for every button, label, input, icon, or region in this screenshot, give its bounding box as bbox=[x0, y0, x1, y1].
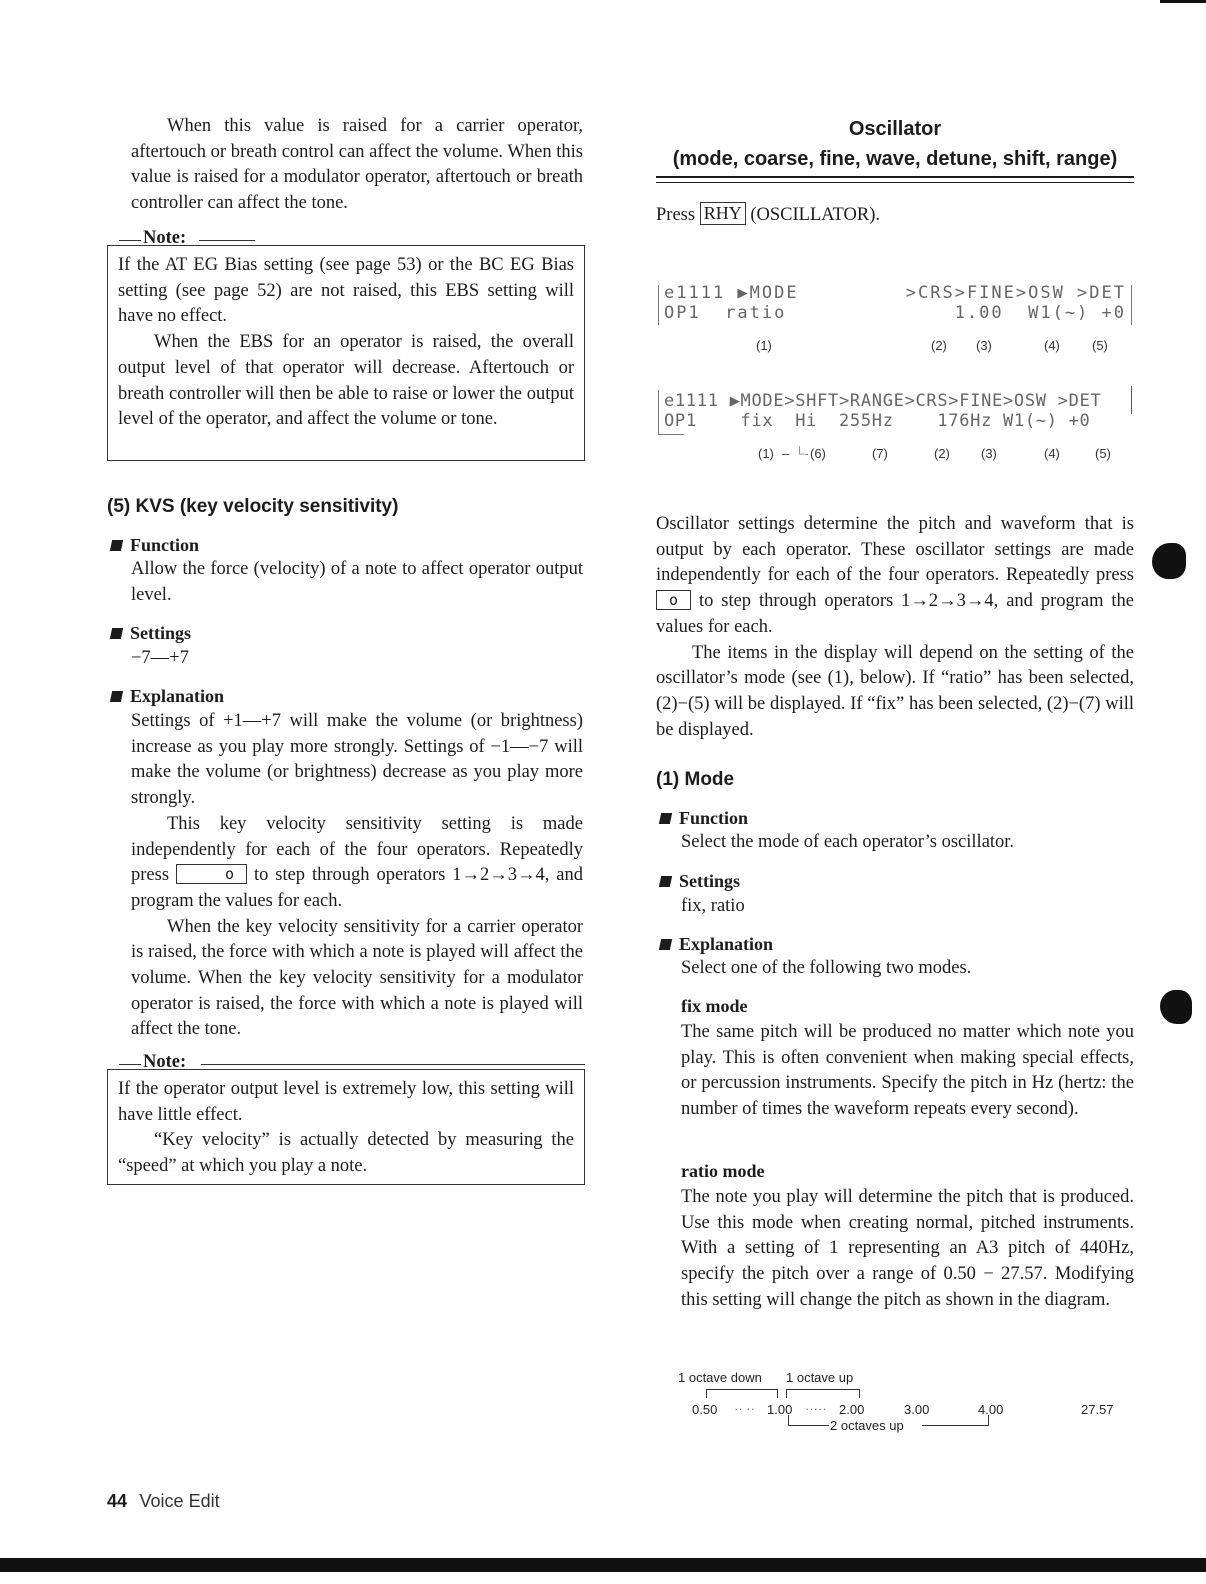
explanation-label: Explanation bbox=[111, 684, 224, 708]
explanation-text: When the key velocity sensitivity for a carrier operator is raised, the force with which a note is played will affect the volume. When the key velocity sensitivity for a modulator operator is raised, the force with which a note is played will affect the tone. bbox=[131, 916, 583, 1040]
bullet-square-icon bbox=[659, 939, 672, 950]
param-label: (2) bbox=[931, 338, 947, 353]
function-text: Select the mode of each operator’s oscillator. bbox=[681, 832, 1015, 852]
function-label: Function bbox=[660, 806, 748, 830]
settings-text: fix, ratio bbox=[681, 896, 745, 916]
lcd-row: 1.00 W1(~) +0 bbox=[954, 303, 1126, 323]
lcd1-labels bbox=[658, 338, 1132, 356]
explanation-text: This key velocity sensitivity setting is made independently for each of the four operators. Repeatedly press o to step through operators 1→2→3→4, and program the values for each. bbox=[131, 813, 584, 911]
param-label: (6) bbox=[810, 446, 826, 461]
octave-down-label: 1 octave down bbox=[678, 1370, 762, 1385]
note-text: If the operator output level is extremely low, this setting will have little effect. bbox=[118, 1079, 574, 1125]
ratio-value: 27.57 bbox=[1081, 1402, 1114, 1417]
section-name: Voice Edit bbox=[139, 1491, 220, 1511]
press-instruction: Press RHY (OSCILLATOR). bbox=[656, 203, 880, 225]
ratio-value: 0.50 bbox=[692, 1402, 718, 1417]
octave-up-label: 1 octave up bbox=[786, 1370, 854, 1385]
two-octaves-label: 2 octaves up bbox=[830, 1418, 904, 1433]
ratio-mode-text: The note you play will determine the pitch that is produced. Use this mode when creating normal, pitched instruments. With a setting of 1 representing an A3 pitch of 440Hz, specify the pitch over a range of 0.50 − 27.57. Modifying this setting will change the pitch as shown in the diagram. bbox=[681, 1187, 1134, 1310]
edge-mark bbox=[1160, 0, 1206, 3]
param-label: (1) bbox=[756, 338, 772, 353]
lcd-display-fix bbox=[658, 386, 1132, 436]
two-octaves-bracket bbox=[922, 1415, 989, 1426]
intro-paragraph: When this value is raised for a carrier operator, aftertouch or breath control can affect the volume. When this value is raised for a modulator operator, aftertouch or breath controller can affect the tone. bbox=[131, 116, 583, 214]
oscillator-title: Oscillator (mode, coarse, fine, wave, detune, shift, range) bbox=[672, 118, 1118, 170]
lcd2-labels: (1) – └- (6) (7) (2) (3) (4) (5) bbox=[758, 446, 1111, 461]
bullet-square-icon bbox=[659, 876, 672, 887]
param-label: (5) bbox=[1095, 446, 1111, 461]
binding-hole-mark bbox=[1152, 543, 1186, 579]
binding-hole-mark bbox=[1160, 990, 1192, 1024]
explanation-text: Settings of +1—+7 will make the volume (or brightness) increase as you play more strongly. Settings of −1—−7 will make the volume (or brightness) decrease as you play more strongly. bbox=[131, 711, 583, 809]
settings-label: Settings bbox=[111, 621, 191, 645]
body-text: Oscillator settings determine the pitch and waveform that is output by each operator. These oscillator settings are made independently for each of the four operators. Repeatedly press o to step through operators 1→2→3→4, and program the values for each. bbox=[656, 514, 1135, 637]
explanation-body bbox=[131, 709, 583, 1043]
explanation-label: Explanation bbox=[660, 932, 773, 956]
param-label: (1) bbox=[758, 446, 774, 461]
lcd-row: e1111 ▶MODE bbox=[664, 283, 799, 303]
ratio-value: 1.00 bbox=[767, 1402, 793, 1417]
bullet-square-icon bbox=[110, 628, 123, 639]
rhy-key: RHY bbox=[700, 202, 746, 225]
bullet-square-icon bbox=[659, 813, 672, 824]
note-text: If the AT EG Bias setting (see page 53) or the BC EG Bias setting (see page 52) are not raised, this EBS setting will have no effect. bbox=[118, 255, 574, 327]
param-label: (7) bbox=[872, 446, 888, 461]
note-text: “Key velocity” is actually detected by measuring the “speed” at which you play a note. bbox=[118, 1130, 574, 1177]
section-heading-kvs: (5) KVS (key velocity sensitivity) bbox=[107, 496, 399, 517]
fix-mode-heading: fix mode bbox=[681, 996, 748, 1016]
page-footer bbox=[107, 1491, 220, 1512]
param-label: (3) bbox=[976, 338, 992, 353]
param-label: (2) bbox=[934, 446, 950, 461]
ratio-value: 3.00 bbox=[904, 1402, 930, 1417]
param-label: (5) bbox=[1092, 338, 1108, 353]
note-text: When the EBS for an operator is raised, the overall output level of that operator will decrease. Aftertouch or breath controller will then be able to raise or lower the output level of the operator, and affect the volume or tone. bbox=[118, 332, 574, 430]
octave-down-bracket bbox=[706, 1389, 778, 1398]
oscillator-body bbox=[656, 512, 1134, 743]
ratio-mode-heading: ratio mode bbox=[681, 1161, 765, 1181]
body-text: The items in the display will depend on the setting of the oscillator’s mode (see (1), below). If “ratio” has been selected, (2)−(5) will be displayed. If “fix” has been selected, (2)−(7) will be displayed. bbox=[656, 642, 1134, 740]
operator-select-key: o bbox=[176, 864, 247, 884]
page-number: 44 bbox=[107, 1491, 128, 1511]
param-label: (3) bbox=[981, 446, 997, 461]
title-rule bbox=[656, 176, 1134, 178]
operator-select-key: o bbox=[656, 590, 691, 610]
fix-mode-text: The same pitch will be produced no matter which note you play. This is often convenient when making special effects, or percussion instruments. Specify the pitch in Hz (hertz: the number of times the waveform repeats every second). bbox=[681, 1022, 1134, 1120]
bullet-square-icon bbox=[110, 540, 123, 551]
explanation-text: Select one of the following two modes. bbox=[681, 958, 972, 978]
ratio-value: 4.00 bbox=[978, 1402, 1004, 1417]
octave-up-bracket bbox=[786, 1389, 860, 1398]
note-box-kvs bbox=[107, 1054, 585, 1185]
function-text: Allow the force (velocity) of a note to affect operator output level. bbox=[131, 559, 583, 605]
settings-label: Settings bbox=[660, 869, 740, 893]
bullet-square-icon bbox=[110, 691, 123, 702]
note-label: Note: bbox=[143, 228, 187, 248]
lcd-display-ratio bbox=[658, 279, 1132, 327]
param-label: (4) bbox=[1044, 446, 1060, 461]
lcd-row: OP1 ratio bbox=[664, 303, 787, 323]
settings-text: −7—+7 bbox=[131, 648, 189, 668]
pitch-ratio-diagram: 1 octave down 1 octave up 0.50 ·· ·· 1.00 ····· 2.00 3.00 4.00 27.57 2 octaves up bbox=[678, 1370, 1114, 1433]
two-octaves-bracket bbox=[788, 1415, 829, 1426]
lcd-row: e1111 ▶MODE>SHFT>RANGE>CRS>FINE>OSW >DET bbox=[664, 391, 1102, 411]
bottom-edge-bar bbox=[0, 1558, 1206, 1572]
lcd-row: >CRS>FINE>OSW >DET bbox=[905, 283, 1126, 303]
lcd-row: OP1 fix Hi 255Hz 176Hz W1(~) +0 bbox=[664, 411, 1091, 431]
section-heading-mode: (1) Mode bbox=[656, 769, 735, 790]
ratio-value: 2.00 bbox=[839, 1402, 865, 1417]
note-box-ebs bbox=[107, 230, 585, 461]
title-rule bbox=[656, 182, 1134, 183]
function-label: Function bbox=[111, 533, 199, 557]
note-label: Note: bbox=[143, 1052, 187, 1072]
param-label: (4) bbox=[1044, 338, 1060, 353]
